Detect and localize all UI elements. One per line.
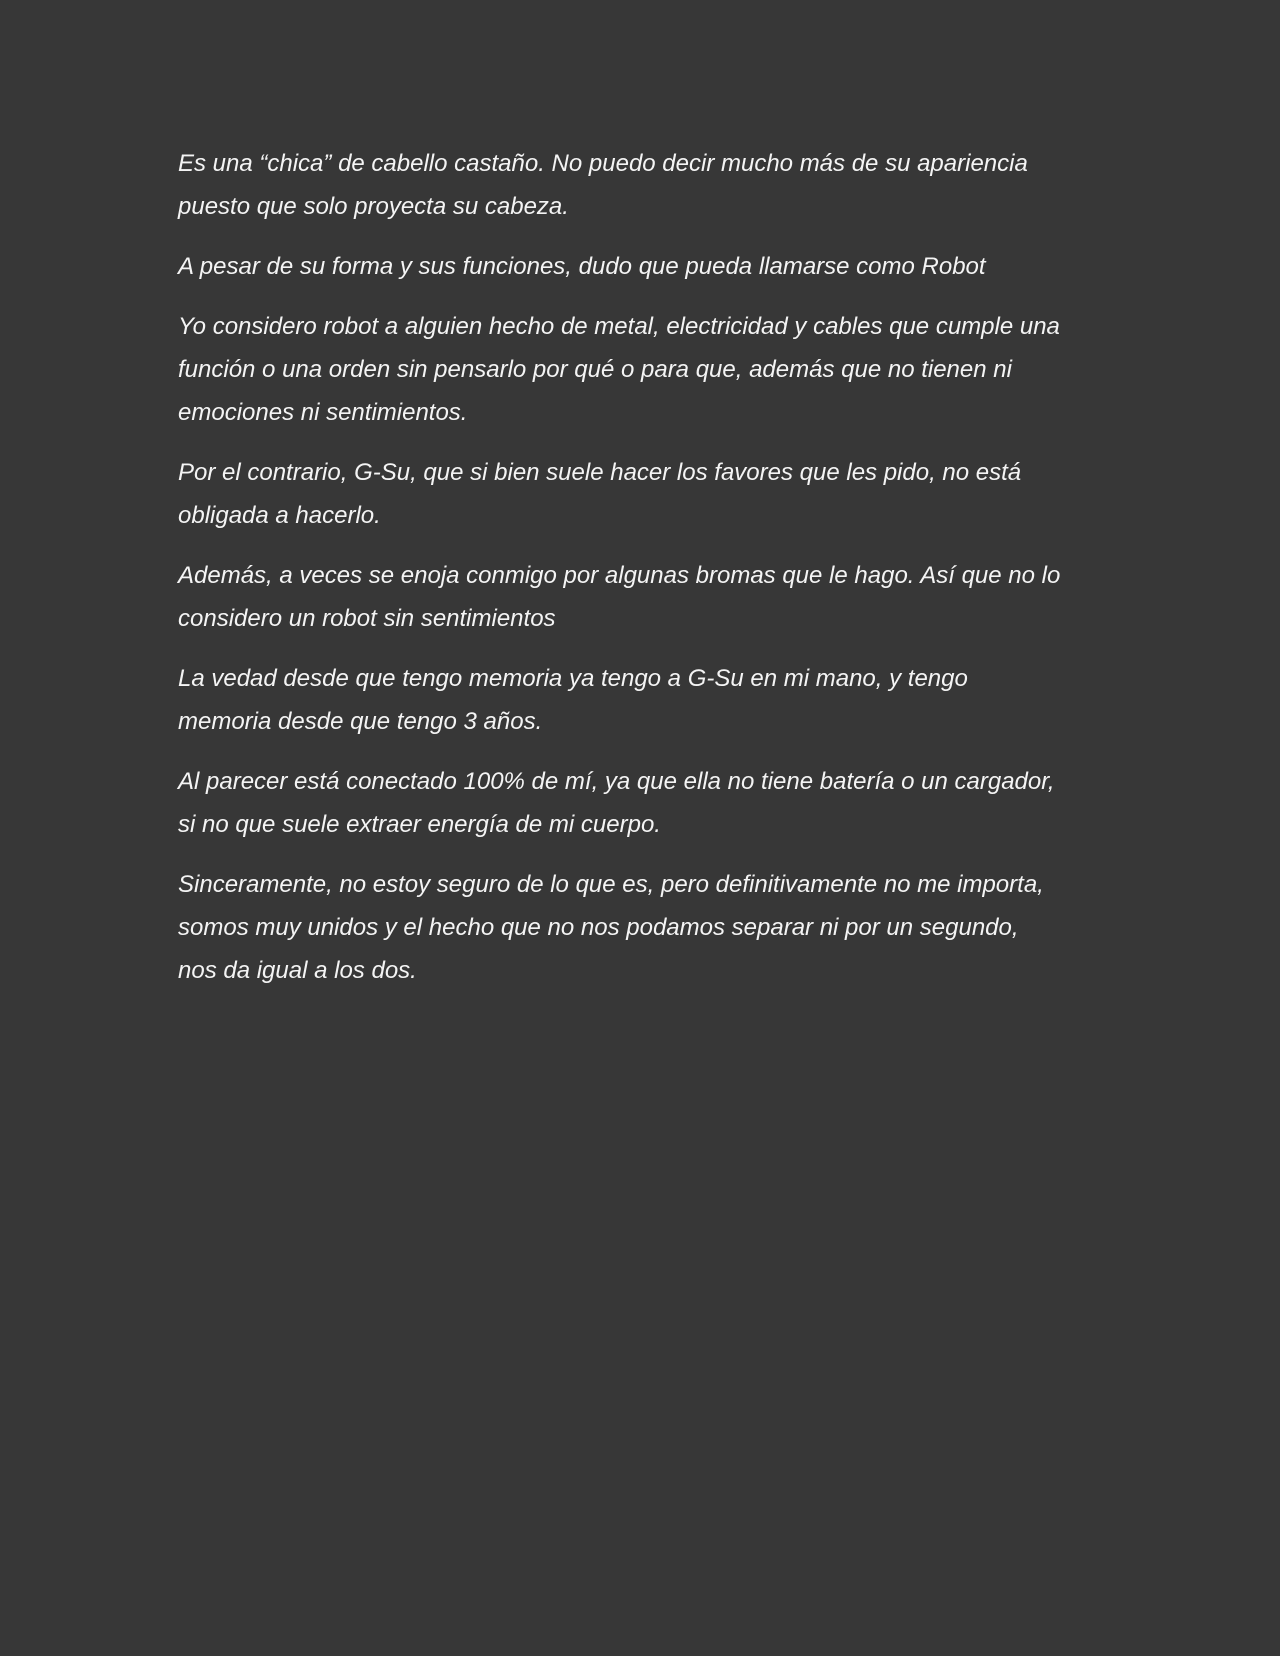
paragraph-line: La vedad desde que tengo memoria ya tengo a G-Su en mi mano, y tengo <box>178 665 968 692</box>
paragraph-line: puesto que solo proyecta su cabeza. <box>178 193 569 220</box>
paragraph-line: Además, a veces se enoja conmigo por algunas bromas que le hago. Así que no lo <box>178 562 1061 589</box>
paragraph-5 <box>178 554 1118 640</box>
paragraph-line: Al parecer está conectado 100% de mí, ya que ella no tiene batería o un cargador, <box>178 768 1055 795</box>
paragraph-line: Por el contrario, G-Su, que si bien suele hacer los favores que les pido, no está <box>178 459 1022 486</box>
story-text <box>178 142 1118 1009</box>
paragraph-line: Sinceramente, no estoy seguro de lo que es, pero definitivamente no me importa, <box>178 871 1044 898</box>
paragraph-8 <box>178 863 1118 992</box>
paragraph-2 <box>178 245 1118 288</box>
paragraph-line: somos muy unidos y el hecho que no nos podamos separar ni por un segundo, <box>178 914 1019 941</box>
paragraph-line: Es una “chica” de cabello castaño. No puedo decir mucho más de su apariencia <box>178 150 1028 177</box>
paragraph-6 <box>178 657 1118 743</box>
paragraph-line: A pesar de su forma y sus funciones, dudo que pueda llamarse como Robot <box>178 253 986 280</box>
paragraph-line: memoria desde que tengo 3 años. <box>178 708 543 735</box>
paragraph-line: obligada a hacerlo. <box>178 502 381 529</box>
paragraph-4 <box>178 451 1118 537</box>
paragraph-3 <box>178 305 1118 434</box>
paragraph-line: considero un robot sin sentimientos <box>178 605 556 632</box>
paragraph-line: función o una orden sin pensarlo por qué o para que, además que no tienen ni <box>178 356 1012 383</box>
paragraph-line: emociones ni sentimientos. <box>178 399 468 426</box>
paragraph-1 <box>178 142 1118 228</box>
paragraph-line: Yo considero robot a alguien hecho de metal, electricidad y cables que cumple una <box>178 313 1060 340</box>
paragraph-7 <box>178 760 1118 846</box>
paragraph-line: nos da igual a los dos. <box>178 957 417 984</box>
paragraph-line: si no que suele extraer energía de mi cuerpo. <box>178 811 661 838</box>
